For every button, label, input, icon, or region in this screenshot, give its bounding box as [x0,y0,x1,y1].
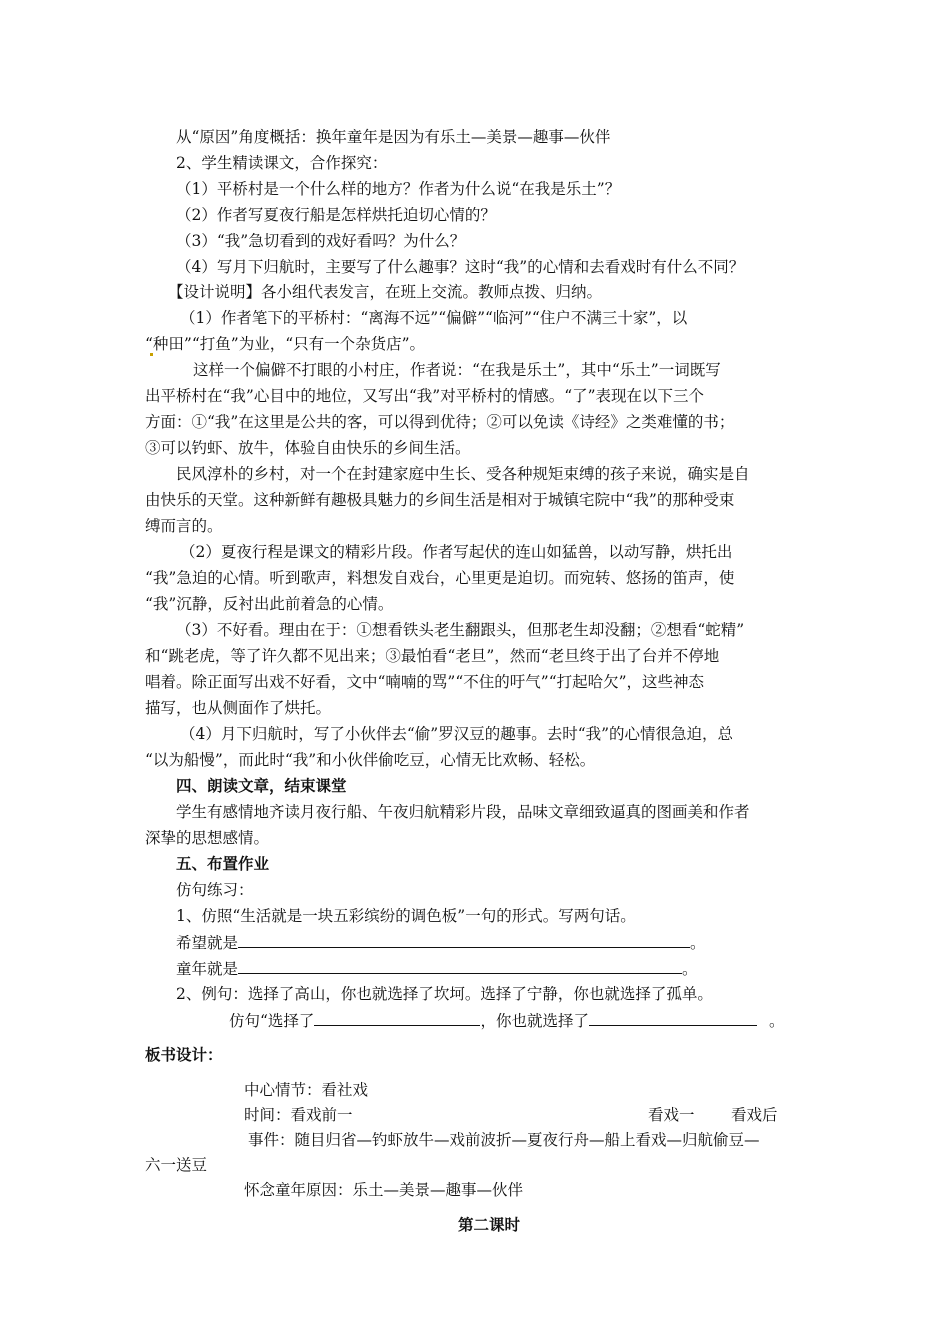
fill-in-line-imitate [229,1010,784,1031]
board-time-label: 时间：看戏前一 [244,1106,353,1124]
text-line: （4）月下归航时，写了小伙伴去“偷”罗汉豆的趣事。去时“我”的心情很急迫，总 [180,725,734,743]
text-line: 2、学生精读课文，合作探究： [176,154,388,172]
text-line: 方面：①“我”在这里是公共的客，可以得到优待；②可以免读《诗经》之类难懂的书； [145,413,735,431]
fill-in-line-childhood [176,958,698,979]
text-line: 深挚的思想感情。 [145,829,270,847]
childhood-prefix: 童年就是 [176,960,239,978]
childhood-suffix: 。 [682,960,698,978]
text-line: （3）不好看。理由在于：①想看铁头老生翻跟头，但那老生却没翻；②想看“蛇精” [176,621,745,639]
text-line: 出平桥村在“我”心目中的地位，又写出“我”对平桥村的情感。“了”表现在以下三个 [145,387,705,405]
text-line: 从“原因”角度概括：换年童年是因为有乐土—美景—趣事—伙伴 [176,128,611,146]
text-line: ③可以钓虾、放牛，体验自由快乐的乡间生活。 [145,439,471,457]
hope-blank[interactable] [238,932,690,948]
imitate-blank-1[interactable] [314,1010,480,1026]
text-line: 描写，也从侧面作了烘托。 [145,699,332,717]
text-line: “以为船慢”，而此时“我”和小伙伴偷吃豆，心情无比欢畅、轻松。 [145,751,596,769]
text-line: （2）夏夜行程是课文的精彩片段。作者写起伏的连山如猛兽，以动写静，烘托出 [180,543,733,561]
board-center: 中心情节：看社戏 [244,1081,369,1099]
imitate-blank-2[interactable] [589,1010,757,1026]
board-events-1: 事件：随目归省—钓虾放牛—戏前波折—夏夜行舟—船上看戏—归航偷豆— [248,1131,760,1149]
board-events-2: 六一送豆 [145,1156,208,1174]
text-line: 【设计说明】各小组代表发言，在班上交流。教师点拨、归纳。 [168,283,603,301]
marker-dot [150,353,153,356]
text-line: 仿句练习： [176,881,254,899]
section-heading: 四、朗读文章，结束课堂 [176,776,347,795]
example-sentence: 2、例句：选择了高山，你也就选择了坎坷。选择了宁静，你也就选择了孤单。 [176,985,713,1003]
text-line: （3）“我”急切看到的戏好看吗？为什么？ [176,232,466,250]
board-title: 板书设计： [145,1045,223,1064]
board-time-end: 看戏后 [731,1106,778,1124]
hope-suffix: 。 [690,934,706,952]
hope-prefix: 希望就是 [176,934,239,952]
board-reason: 怀念童年原因：乐土—美景—趣事—伙伴 [244,1181,524,1199]
text-line: 学生有感情地齐读月夜行船、午夜归航精彩片段，品味文章细致逼真的图画美和作者 [176,803,750,821]
next-lesson-heading: 第二课时 [458,1215,521,1234]
text-line: 和“跳老虎，等了许久都不见出来；③最怕看“老旦”，然而“老旦终于出了台并不停地 [145,647,720,665]
fill-in-line-hope [176,932,706,953]
childhood-blank[interactable] [238,958,682,974]
imitate-prefix: 仿句“选择了 [229,1012,315,1030]
text-line: 民风淳朴的乡村，对一个在封建家庭中生长、受各种规矩束缚的孩子来说，确实是自 [176,465,750,483]
text-line: 缚而言的。 [145,517,223,535]
imitate-middle: ，你也就选择了 [480,1012,589,1030]
text-line: 1、仿照“生活就是一块五彩缤纷的调色板”一句的形式。写两句话。 [176,907,636,925]
text-line: （4）写月下归航时，主要写了什么趣事？这时“我”的心情和去看戏时有什么不同？ [176,258,745,276]
text-line: “我”急迫的心情。听到歌声，料想发自戏台，心里更是迫切。而宛转、悠扬的笛声，使 [145,569,735,587]
board-time-mid: 看戏一 [648,1106,695,1124]
text-line: （1）平桥村是一个什么样的地方？作者为什么说“在我是乐土”？ [176,180,621,198]
text-line: 由快乐的天堂。这种新鲜有趣极具魅力的乡间生活是相对于城镇宅院中“我”的那种受束 [145,491,735,509]
text-line: 唱着。除正面写出戏不好看，文中“喃喃的骂”“不住的吁气”“打起哈欠”，这些神态 [145,673,705,691]
text-line: “种田”“打鱼”为业，“只有一个杂货店”。 [145,335,426,353]
text-line: “我”沉静，反衬出此前着急的心情。 [145,595,394,613]
text-line: （2）作者写夏夜行船是怎样烘托迫切心情的？ [176,206,496,224]
imitate-suffix: 。 [768,1012,785,1030]
text-line: 这样一个偏僻不打眼的小村庄，作者说：“在我是乐土”，其中“乐土”一词既写 [193,361,721,379]
section-heading: 五、布置作业 [176,854,270,873]
text-line: （1）作者笔下的平桥村：“离海不远”“偏僻”“临河”“住户不满三十家”，以 [180,309,688,327]
